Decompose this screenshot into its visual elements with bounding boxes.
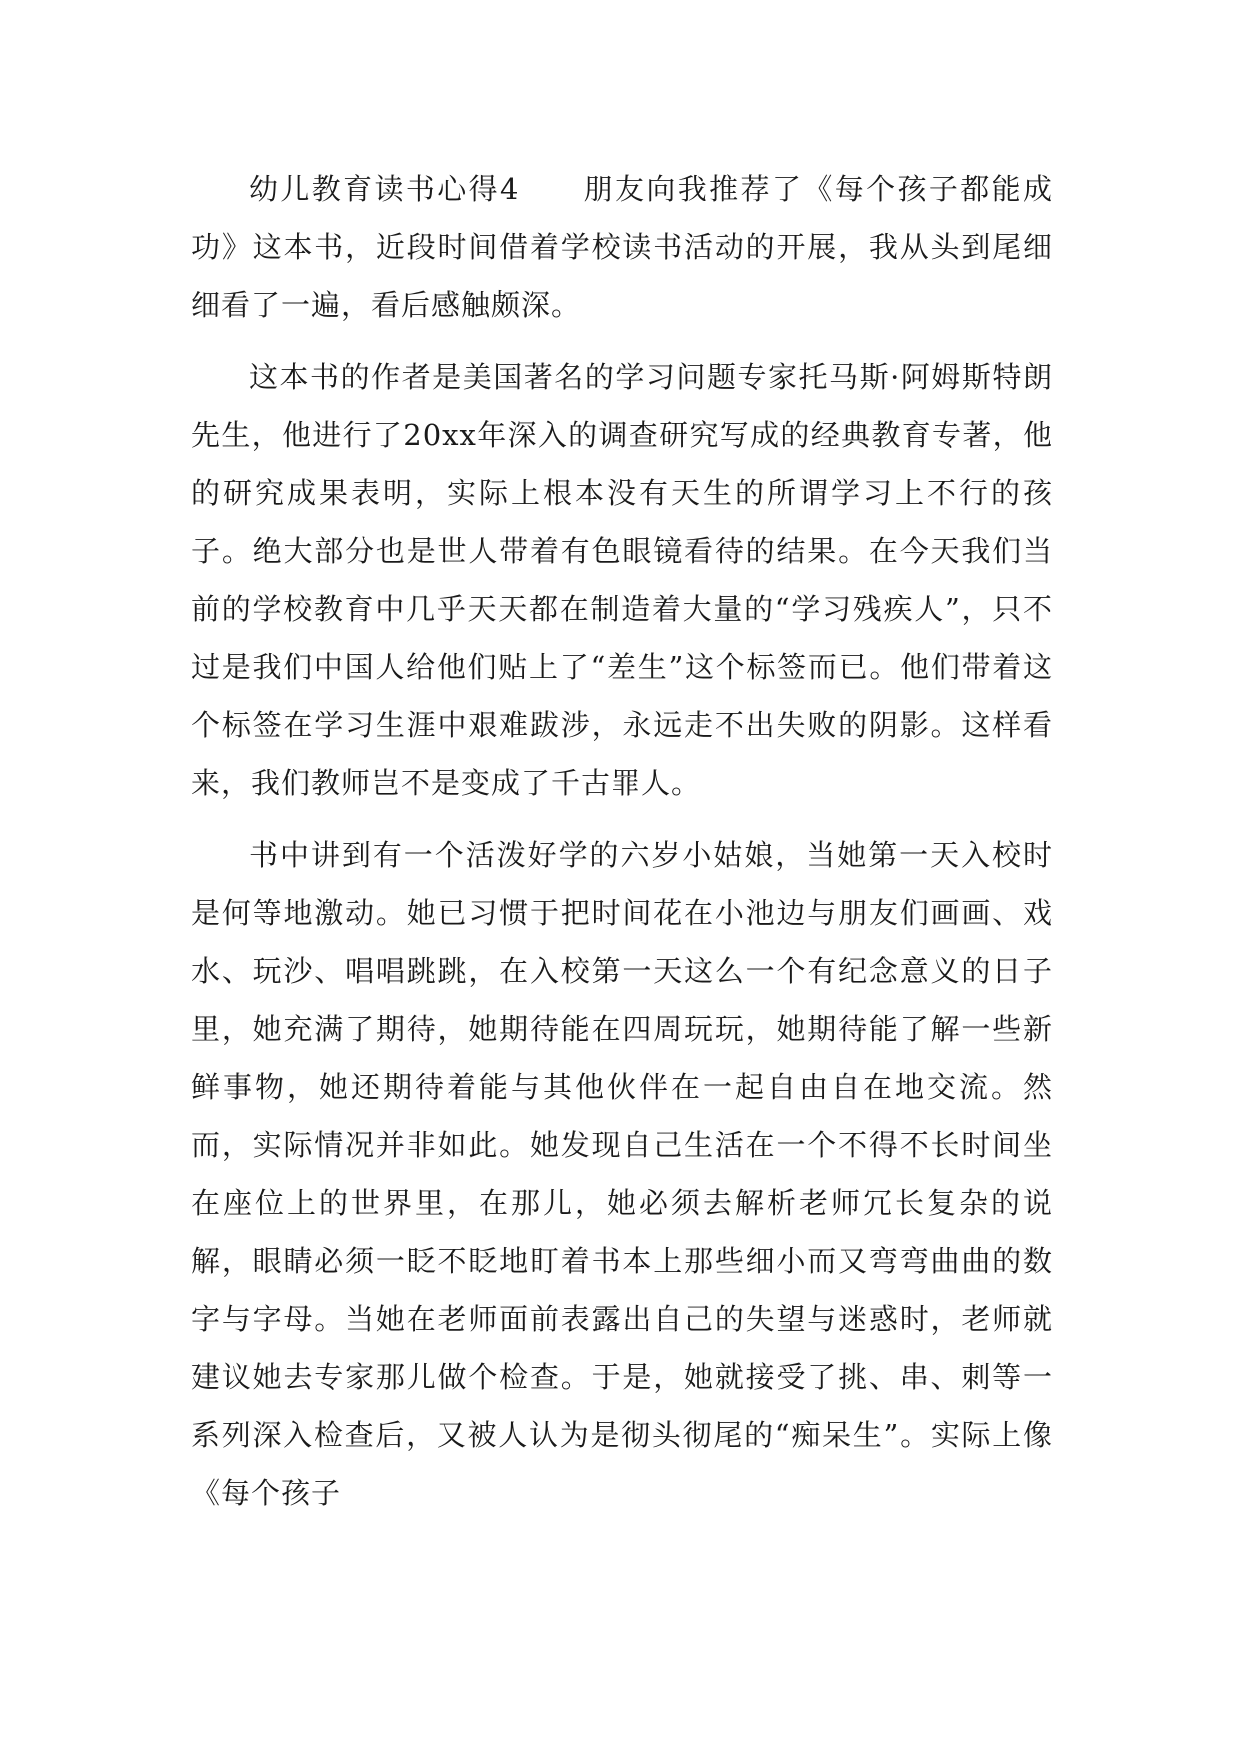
paragraph: 书中讲到有一个活泼好学的六岁小姑娘，当她第一天入校时是何等地激动。她已习惯于把时间花在小池边与朋友们画画、戏水、玩沙、唱唱跳跳，在入校第一天这么一个有纪念意义的日子里，她充满了期待，她期待能在四周玩玩，她期待能了解一些新鲜事物，她还期待着能与其他伙伴在一起自由自在地交流。然而，实际情况并非如此。她发现自己生活在一个不得不长时间坐在座位上的世界里，在那儿，她必须去解析老师冗长复杂的说解，眼睛必须一眨不眨地盯着书本上那些细小而又弯弯曲曲的数字与字母。当她在老师面前表露出自己的失望与迷惑时，老师就建议她去专家那儿做个检查。于是，她就接受了挑、串、刺等一系列深入检查后，又被人认为是彻头彻尾的“痴呆生”。实际上像《每个孩子 bbox=[191, 838, 1053, 1510]
document-body bbox=[191, 160, 1053, 1522]
paragraph: 幼儿教育读书心得4 朋友向我推荐了《每个孩子都能成功》这本书，近段时间借着学校读书活动的开展，我从头到尾细细看了一遍，看后感触颇深。 bbox=[191, 172, 1053, 322]
paragraph: 这本书的作者是美国著名的学习问题专家托马斯·阿姆斯特朗先生，他进行了20xx年深入的调查研究写成的经典教育专著，他的研究成果表明，实际上根本没有天生的所谓学习上不行的孩子。绝大部分也是世人带着有色眼镜看待的结果。在今天我们当前的学校教育中几乎天天都在制造着大量的“学习残疾人”，只不过是我们中国人给他们贴上了“差生”这个标签而已。他们带着这个标签在学习生涯中艰难跋涉，永远走不出失败的阴影。这样看来，我们教师岂不是变成了千古罪人。 bbox=[191, 360, 1053, 800]
